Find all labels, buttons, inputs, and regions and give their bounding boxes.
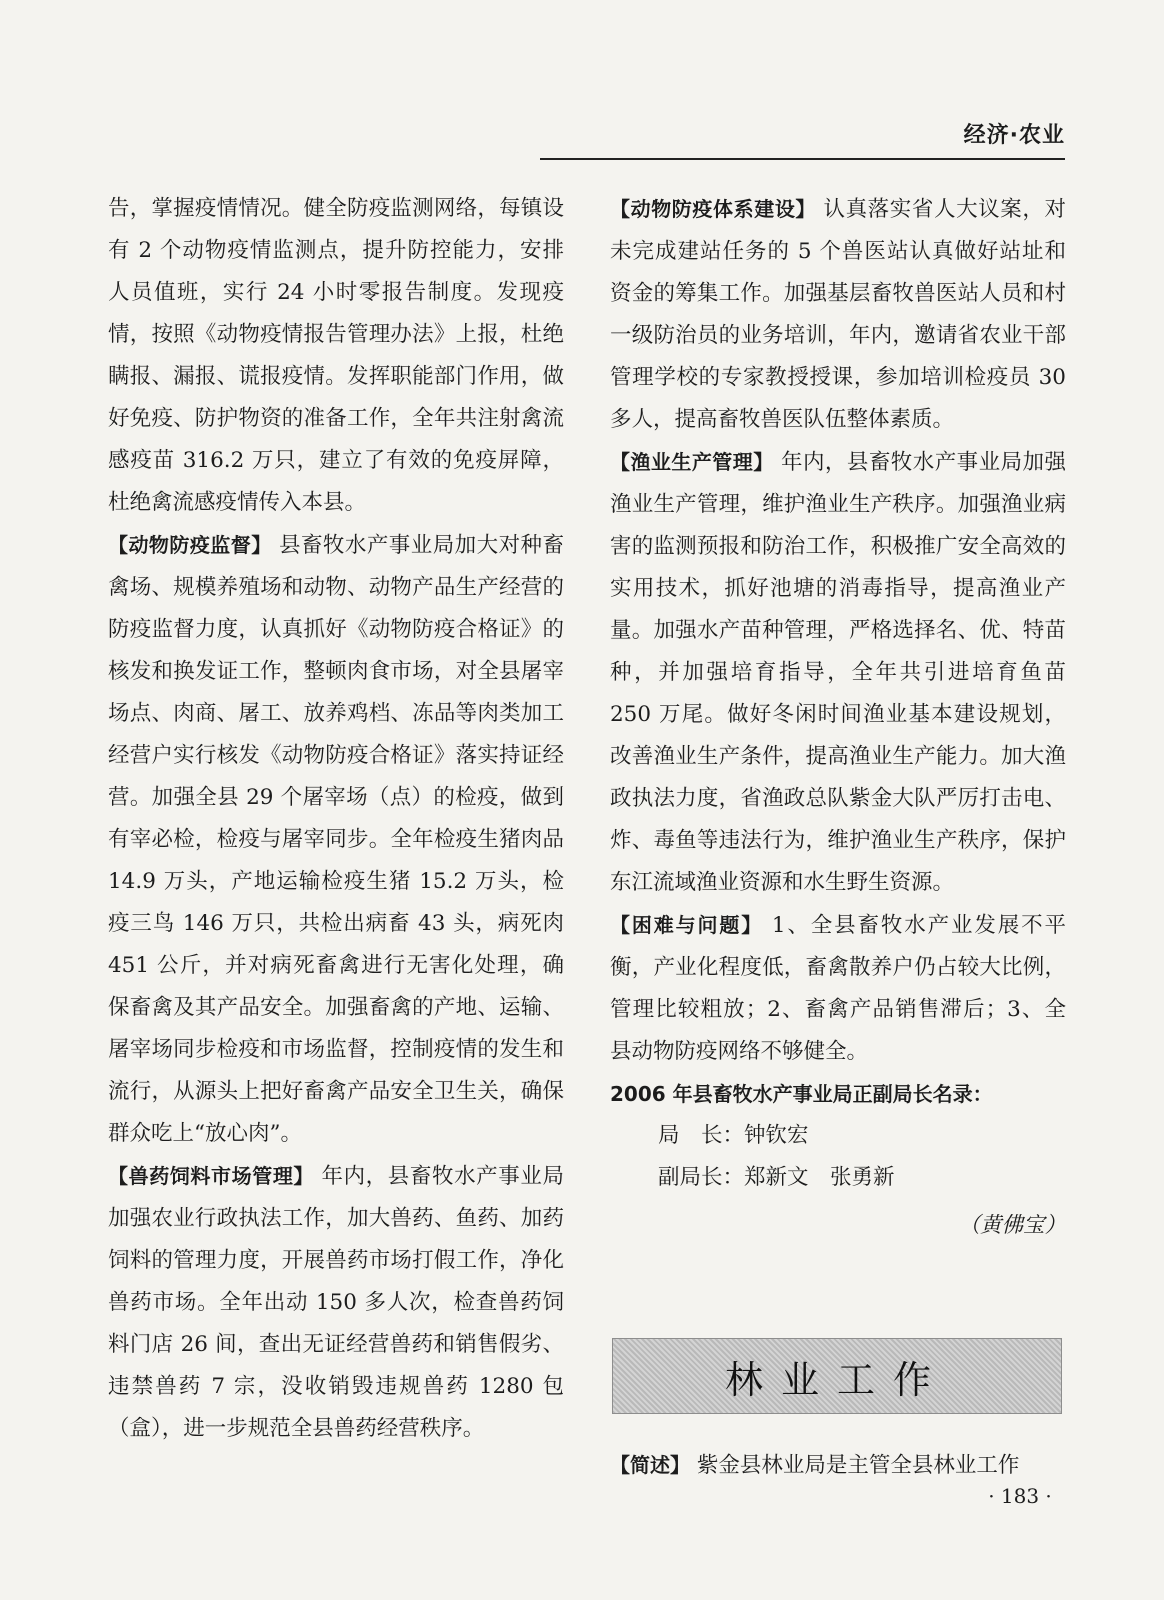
roster-title: 2006 年县畜牧水产事业局正副局长名录： (610, 1082, 993, 1106)
header-rule (540, 158, 1065, 160)
paragraph-epidemic-system (610, 188, 1066, 441)
forestry-intro (610, 1444, 1066, 1487)
right-column (610, 188, 1066, 1247)
paragraph-difficulties (610, 904, 1066, 1073)
section-heading: 【兽药饲料市场管理】 (108, 1164, 315, 1188)
paragraph-continuation (108, 188, 564, 524)
paragraph-text: 年内，县畜牧水产事业局加强农业行政执法工作，加大兽药、鱼药、加药饲料的管理力度，开展兽药市场打假工作，净化兽药市场。全年出动 150 多人次，检查兽药饲料门店 26 间，查出无证经营兽药和销售假劣、违禁兽药 7 宗，没收销毁违规兽药 1280 包（盒），进一步规范全县兽药经营秩序。 (108, 1164, 564, 1441)
section-heading: 【渔业生产管理】 (610, 450, 774, 474)
paragraph-text: 县畜牧水产事业局加大对种畜禽场、规模养殖场和动物、动物产品生产经营的防疫监督力度，认真抓好《动物防疫合格证》的核发和换发证工作，整顿肉食市场，对全县屠宰场点、肉商、屠工、放养鸡档、冻品等肉类加工经营户实行核发《动物防疫合格证》落实持证经营。加强全县 29 个屠宰场（点）的检疫，做到有宰必检，检疫与屠宰同步。全年检疫生猪肉品 14.9 万头，产地运输检疫生猪 15.2 万头，检疫三鸟 146 万只，共检出病畜 43 头，病死肉 451 公斤，并对病死畜禽进行无害化处理，确保畜禽及其产品安全。加强畜禽的产地、运输、屠宰场同步检疫和市场监督，控制疫情的发生和流行，从源头上把好畜禽产品安全卫生关，确保群众吃上“放心肉”。 (108, 533, 564, 1146)
paragraph-text: 年内，县畜牧水产事业局加强渔业生产管理，维护渔业生产秩序。加强渔业病害的监测预报和防治工作，积极推广安全高效的实用技术，抓好池塘的消毒指导，提高渔业产量。加强水产苗种管理，严格选择名、优、特苗种，并加强培育指导，全年共引进培育鱼苗 250 万尾。做好冬闲时间渔业基本建设规划，改善渔业生产条件，提高渔业生产能力。加大渔政执法力度，省渔政总队紫金大队严厉打击电、炸、毒鱼等违法行为，维护渔业生产秩序，保护东江流域渔业资源和水生野生资源。 (610, 450, 1066, 895)
left-column (108, 188, 564, 1450)
roster-director: 局 长：钟钦宏 (658, 1123, 809, 1148)
paragraph-text: 告，掌握疫情情况。健全防疫监测网络，每镇设有 2 个动物疫情监测点，提升防控能力，安排人员值班，实行 24 小时零报告制度。发现疫情，按照《动物疫情报告管理办法》上报，杜绝瞒报、漏报、谎报疫情。发挥职能部门作用，做好免疫、防护物资的准备工作，全年共注射禽流感疫苗 316.2 万只，建立了有效的免疫屏障，杜绝禽流感疫情传入本县。 (108, 196, 564, 515)
author-signature: （黄佛宝） (958, 1213, 1066, 1238)
director-roster (610, 1073, 1066, 1247)
section-heading: 【动物防疫监督】 (108, 533, 272, 557)
roster-deputy-directors: 副局长：郑新文 张勇新 (658, 1165, 895, 1190)
paragraph-text: 紫金县林业局是主管全县林业工作 (696, 1453, 1020, 1478)
paragraph-text: 认真落实省人大议案，对未完成建站任务的 5 个兽医站认真做好站址和资金的筹集工作。加强基层畜牧兽医站人员和村一级防治员的业务培训，年内，邀请省农业干部管理学校的专家教授授课，参加培训检疫员 30 多人，提高畜牧兽医队伍整体素质。 (610, 197, 1066, 432)
running-header: 经济·农业 (963, 123, 1065, 148)
section-heading: 【困难与问题】 (610, 913, 764, 937)
paragraph-veterinary-drug-market (108, 1155, 564, 1450)
section-heading: 【动物防疫体系建设】 (610, 197, 817, 221)
section-banner-forestry (612, 1338, 1062, 1414)
section-heading: 【简述】 (610, 1453, 690, 1477)
paragraph-fishery-production (610, 441, 1066, 904)
page-number: · 183 · (988, 1484, 1052, 1508)
paragraph-animal-epidemic-supervision (108, 524, 564, 1155)
banner-title: 林业工作 (724, 1357, 949, 1402)
paragraph-text: 1、全县畜牧水产业发展不平衡，产业化程度低，畜禽散养户仍占较大比例，管理比较粗放；2、畜禽产品销售滞后；3、全县动物防疫网络不够健全。 (610, 913, 1067, 1064)
